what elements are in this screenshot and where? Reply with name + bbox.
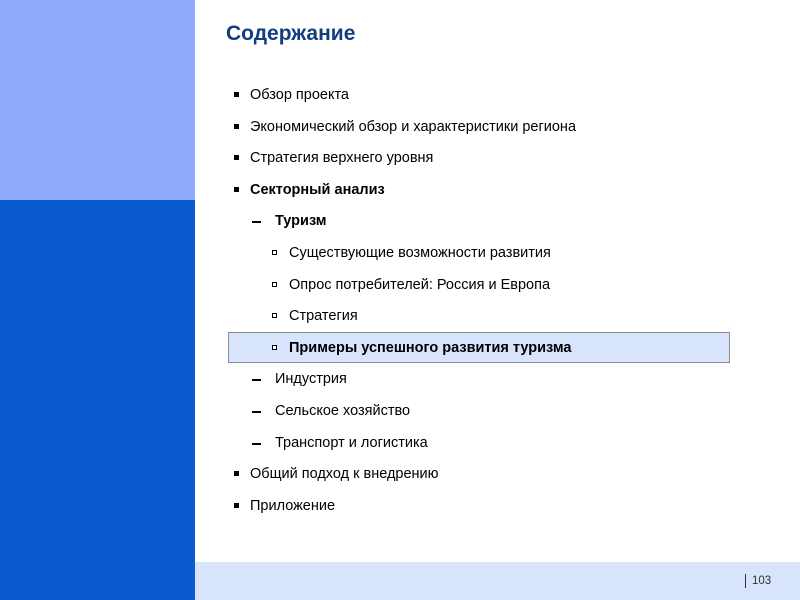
dash-icon [252, 411, 261, 413]
toc-item[interactable] [250, 490, 335, 522]
toc-item[interactable] [250, 142, 433, 174]
toc-item[interactable] [250, 174, 385, 206]
toc-item[interactable] [275, 395, 410, 427]
toc-item[interactable] [275, 427, 428, 459]
toc-item-label: Опрос потребителей: Россия и Европа [289, 276, 551, 293]
toc-item-label: Сельское хозяйство [275, 403, 411, 419]
toc-item-label: Транспорт и логистика [275, 434, 428, 451]
page-number: 103 [752, 575, 772, 587]
bullet-icon [234, 155, 239, 160]
toc-item[interactable] [250, 458, 439, 490]
hollow-square-icon [272, 313, 277, 318]
toc-item[interactable] [250, 111, 576, 143]
hollow-square-icon [272, 282, 277, 287]
toc-item-label: Стратегия [289, 308, 358, 325]
left-panel-light [0, 0, 195, 200]
toc-item-label: Обзор проекта [250, 87, 350, 103]
toc-item-label: Секторный анализ [250, 181, 385, 198]
toc-item[interactable] [289, 300, 358, 332]
toc-item-current[interactable] [289, 332, 571, 364]
toc-item-label: Стратегия верхнего уровня [250, 150, 434, 167]
toc-item-label: Примеры успешного развития туризма [289, 339, 572, 356]
toc-item-label: Туризм [275, 213, 327, 230]
left-panel-dark [0, 200, 195, 600]
toc-item[interactable] [250, 79, 349, 111]
page-number-divider [745, 574, 746, 588]
bullet-icon [234, 187, 239, 192]
bullet-icon [234, 503, 239, 508]
bullet-icon [234, 92, 239, 97]
hollow-square-icon [272, 345, 277, 350]
bullet-icon [234, 124, 239, 129]
toc-item[interactable] [289, 237, 551, 269]
toc-item-label: Приложение [250, 497, 336, 514]
toc-item-label: Существующие возможности развития [289, 245, 551, 261]
bullet-icon [234, 471, 239, 476]
dash-icon [252, 379, 261, 381]
toc-item[interactable] [289, 269, 550, 301]
toc-item-label: Экономический обзор и характеристики региона [250, 118, 577, 135]
toc-item-label: Индустрия [275, 371, 347, 388]
toc-item[interactable] [275, 205, 327, 237]
footer-strip [195, 562, 800, 600]
slide-title: Содержание [226, 22, 356, 45]
dash-icon [252, 443, 261, 445]
hollow-square-icon [272, 250, 277, 255]
toc-item-label: Общий подход к внедрению [250, 466, 439, 483]
toc-item[interactable] [275, 363, 347, 395]
dash-icon [252, 221, 261, 223]
